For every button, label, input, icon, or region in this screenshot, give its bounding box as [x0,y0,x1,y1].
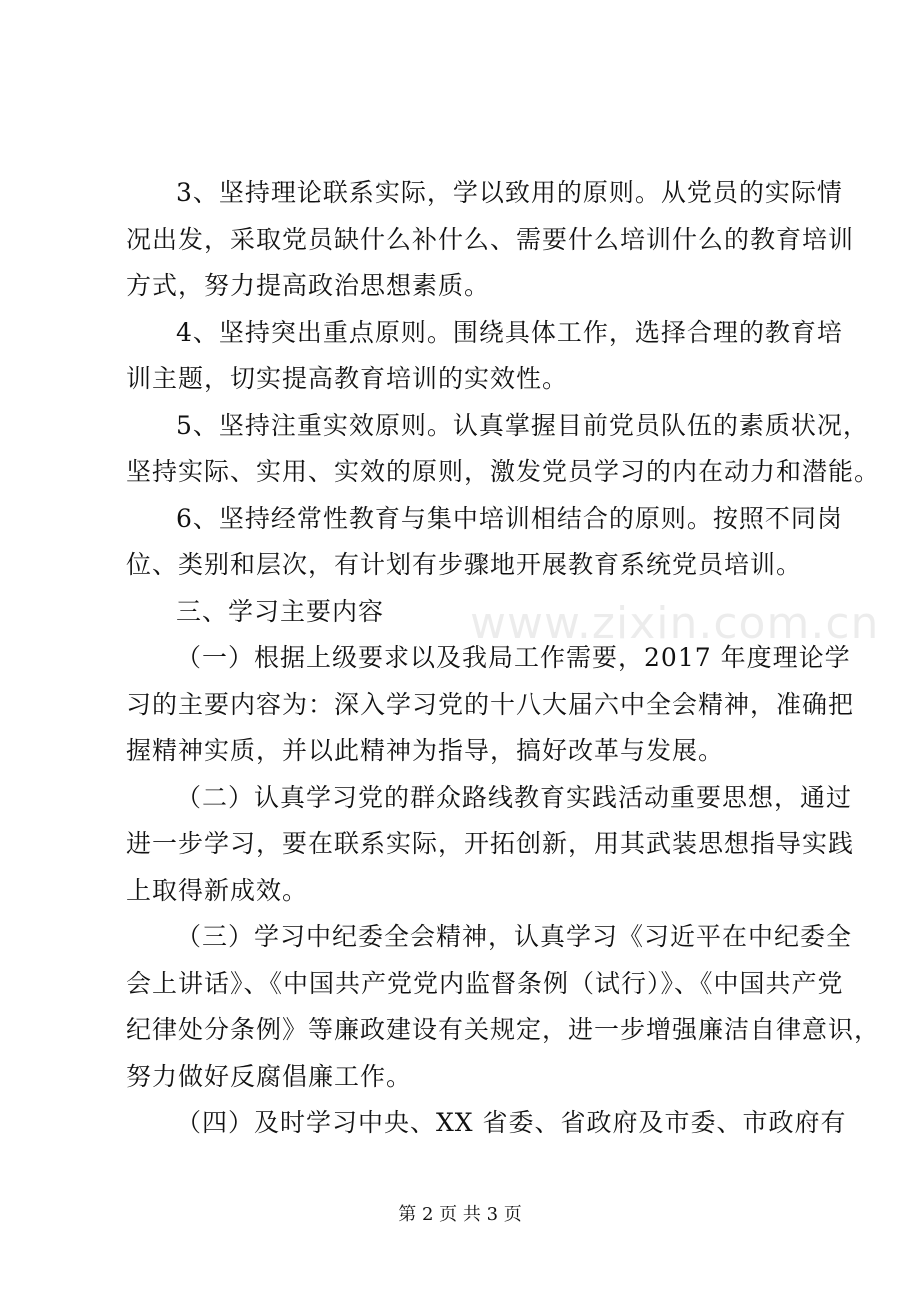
text-line: 握精神实质，并以此精神为指导，搞好改革与发展。 [126,736,725,765]
text-line: 6、坚持经常性教育与集中培训相结合的原则。按照不同岗 [176,503,843,533]
text-line: （二）认真学习党的群众路线教育实践活动重要思想，通过 [176,782,853,812]
text-line: 5、坚持注重实效原则。认真掌握目前党员队伍的素质状况， [176,410,869,440]
text-line: 三、学习主要内容 [176,596,385,626]
page-footer: 第 2 页 共 3 页 [398,1204,522,1225]
text-line: 3、坚持理论联系实际，学以致用的原则。从党员的实际情 [176,178,843,207]
text-line: 进一步学习，要在联系实际，开拓创新，用其武装思想指导实践 [126,829,855,858]
text-line: （一）根据上级要求以及我局工作需要，2017 年度理论学 [176,643,851,672]
text-line: （四）及时学习中央、XX 省委、省政府及市委、市政府有 [176,1108,847,1137]
text-line: 4、坚持突出重点原则。围绕具体工作，选择合理的教育培 [176,317,843,347]
watermark: www.zixin.com.cn [470,598,880,649]
document-body [126,170,881,1147]
text-line: 习的主要内容为：深入学习党的十八大届六中全会精神，准确把 [126,689,855,719]
text-line: 努力做好反腐倡廉工作。 [126,1061,413,1091]
text-line: 上取得新成效。 [126,875,309,905]
text-line: 训主题，切实提高教育培训的实效性。 [126,364,569,393]
text-line: 况出发，采取党员缺什么补什么、需要什么培训什么的教育培训 [126,224,855,254]
text-line: （三）学习中纪委全会精神，认真学习《习近平在中纪委全 [176,922,853,951]
text-line: 会上讲话》、《中国共产党党内监督条例（试行）》、《中国共产党 [126,968,844,998]
text-line: 位、类别和层次，有计划有步骤地开展教育系统党员培训。 [126,550,803,579]
text-line: 方式，努力提高政治思想素质。 [126,271,491,300]
text-line: 纪律处分条例》等廉政建设有关规定，进一步增强廉洁自律意识， [126,1015,881,1044]
text-line: 坚持实际、实用、实效的原则，激发党员学习的内在动力和潜能。 [126,457,881,486]
